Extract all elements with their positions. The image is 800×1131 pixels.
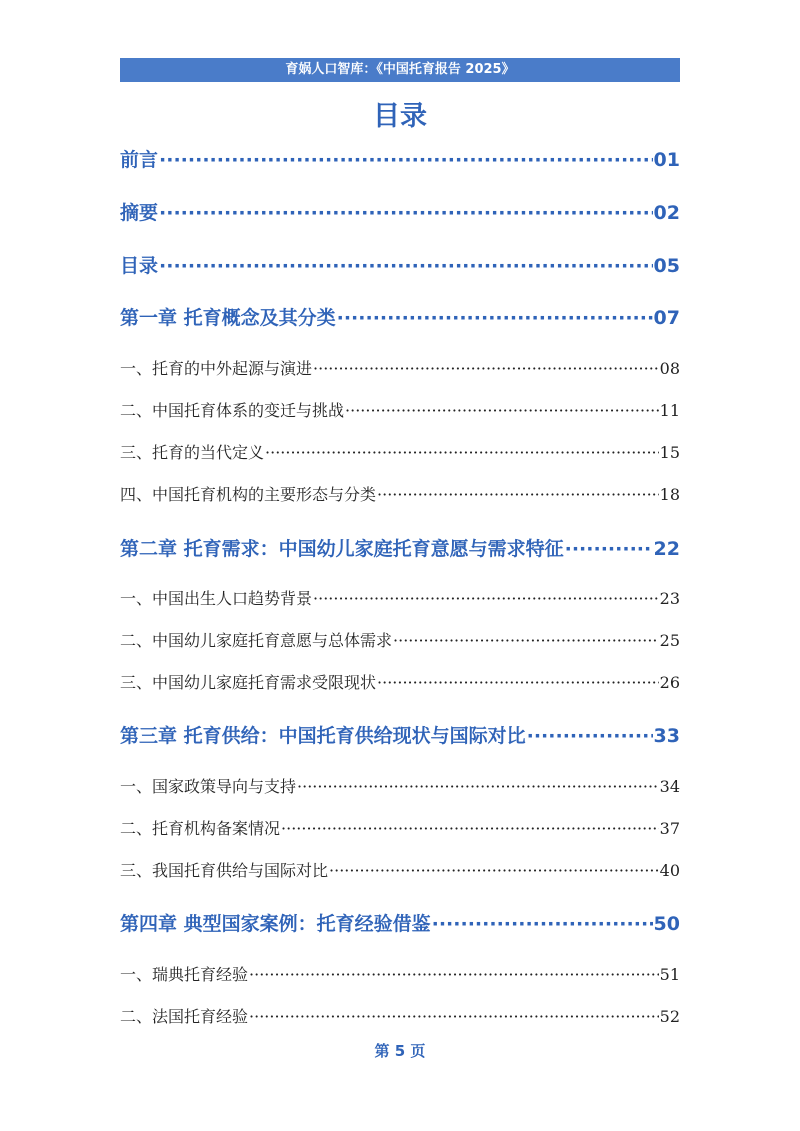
toc-entry-title: 第三章 托育供给：中国托育供给现状与国际对比: [120, 725, 526, 747]
dot-leader: [565, 533, 653, 565]
toc-entry-page: 23: [659, 589, 680, 608]
toc-entry-page: 50: [653, 913, 680, 935]
toc-entry-section[interactable]: [120, 961, 680, 989]
toc-entry-page: 25: [659, 631, 680, 650]
toc-entry-title: 第一章 托育概念及其分类: [120, 307, 336, 329]
toc-entry-page: 37: [659, 819, 680, 838]
toc-entry-section[interactable]: [120, 355, 680, 383]
toc-entry-section[interactable]: [120, 1003, 680, 1031]
dot-leader: [265, 439, 659, 467]
toc-entry-chapter-4[interactable]: [120, 908, 680, 940]
running-header: 育娲人口智库：《中国托育报告 2025》: [120, 58, 680, 82]
toc-entry-section[interactable]: [120, 669, 680, 697]
toc-entry-title: 第二章 托育需求：中国幼儿家庭托育意愿与需求特征: [120, 538, 564, 560]
toc-entry-title: 前言: [120, 149, 159, 171]
toc-entry-section[interactable]: [120, 815, 680, 843]
toc-entry-title: 三、中国幼儿家庭托育需求受限现状: [120, 673, 377, 692]
toc-entry-title: 第四章 典型国家案例：托育经验借鉴: [120, 913, 431, 935]
toc-entry-page: 18: [659, 485, 680, 504]
toc-entry-title: 目录: [120, 255, 159, 277]
toc-entry-title: 二、托育机构备案情况: [120, 819, 281, 838]
toc-entry-title: 三、我国托育供给与国际对比: [120, 861, 329, 880]
toc-entry-section[interactable]: [120, 397, 680, 425]
toc-entry-page: 52: [659, 1007, 680, 1026]
toc-entry-section[interactable]: [120, 627, 680, 655]
toc-entry-page: 01: [653, 149, 680, 171]
toc-entry-page: 22: [653, 538, 680, 560]
toc-entry-page: 34: [659, 777, 680, 796]
toc-entry-section[interactable]: [120, 439, 680, 467]
dot-leader: [159, 197, 653, 229]
toc-entry-title: 一、瑞典托育经验: [120, 965, 249, 984]
dot-leader: [313, 585, 659, 613]
toc-entry-section[interactable]: [120, 481, 680, 509]
toc-entry-section[interactable]: [120, 773, 680, 801]
toc-entry-title: 二、中国幼儿家庭托育意愿与总体需求: [120, 631, 393, 650]
toc-entry-title: 一、国家政策导向与支持: [120, 777, 297, 796]
dot-leader: [432, 908, 653, 940]
toc-entry-abstract[interactable]: [120, 197, 680, 229]
toc-entry-section[interactable]: [120, 857, 680, 885]
toc-entry-chapter-1[interactable]: [120, 302, 680, 334]
toc-entry-chapter-3[interactable]: [120, 720, 680, 752]
toc-entry-page: 33: [653, 725, 680, 747]
toc-entry-page: 51: [659, 965, 680, 984]
dot-leader: [329, 857, 659, 885]
toc-entry-page: 26: [659, 673, 680, 692]
dot-leader: [159, 250, 653, 282]
toc-entry-page: 40: [659, 861, 680, 880]
dot-leader: [377, 481, 659, 509]
toc-entry-title: 一、托育的中外起源与演进: [120, 359, 313, 378]
toc-entry-page: 05: [653, 255, 680, 277]
dot-leader: [337, 302, 653, 334]
toc-entry-page: 11: [659, 401, 680, 420]
dot-leader: [393, 627, 659, 655]
toc-entry-title: 摘要: [120, 202, 159, 224]
page-number: 第 5 页: [374, 1042, 426, 1060]
toc-entry-page: 02: [653, 202, 680, 224]
toc-entry-contents[interactable]: [120, 250, 680, 282]
dot-leader: [313, 355, 659, 383]
dot-leader: [159, 144, 653, 176]
dot-leader: [249, 1003, 659, 1031]
dot-leader: [377, 669, 659, 697]
toc-entry-title: 二、法国托育经验: [120, 1007, 249, 1026]
toc-entry-page: 07: [653, 307, 680, 329]
toc-entry-title: 一、中国出生人口趋势背景: [120, 589, 313, 608]
toc-entry-section[interactable]: [120, 585, 680, 613]
toc-entry-title: 二、中国托育体系的变迁与挑战: [120, 401, 345, 420]
toc-entry-chapter-2[interactable]: [120, 533, 680, 565]
toc-entry-preface[interactable]: [120, 144, 680, 176]
dot-leader: [297, 773, 659, 801]
dot-leader: [527, 720, 653, 752]
toc-entry-title: 三、托育的当代定义: [120, 443, 265, 462]
dot-leader: [281, 815, 659, 843]
dot-leader: [345, 397, 659, 425]
toc-entry-page: 08: [659, 359, 680, 378]
dot-leader: [249, 961, 659, 989]
toc-entry-page: 15: [659, 443, 680, 462]
page-title: 目录: [373, 101, 427, 132]
toc-entry-title: 四、中国托育机构的主要形态与分类: [120, 485, 377, 504]
